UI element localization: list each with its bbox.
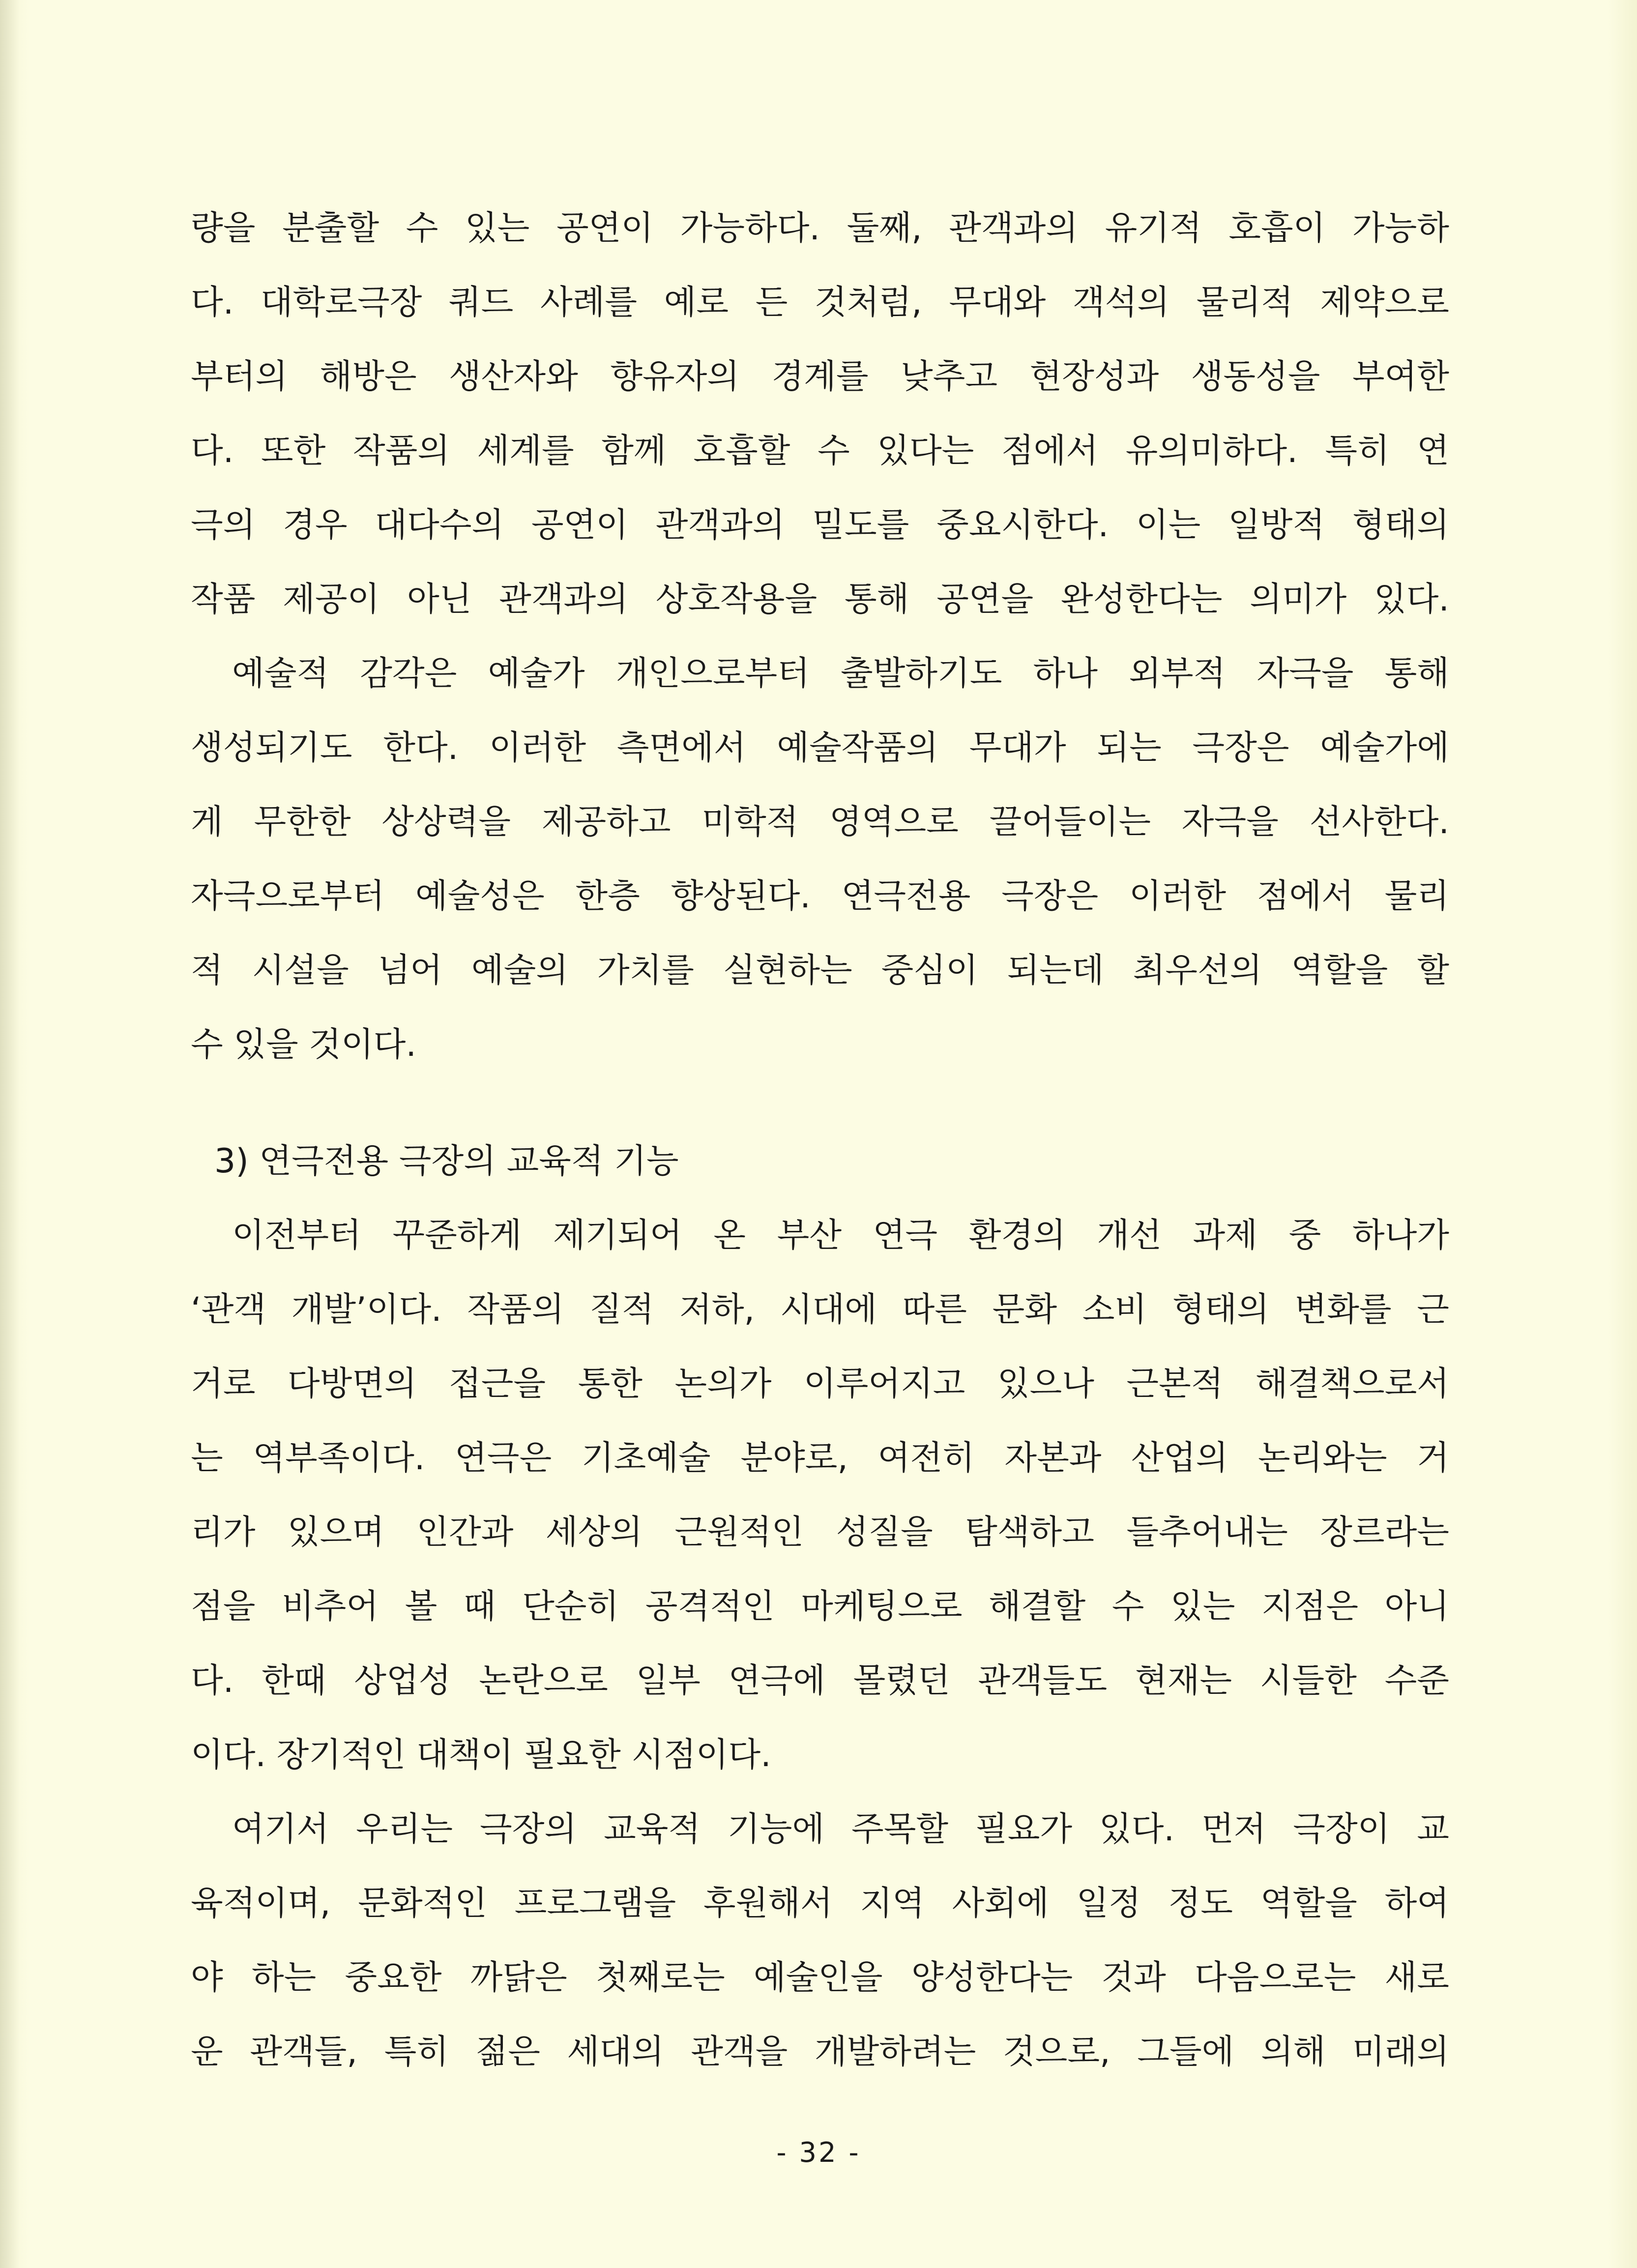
paragraph-3-line-2: ‘관객 개발’이다. 작품의 질적 저하, 시대에 따른 문화 소비 형태의 변화를 근 xyxy=(191,1290,1449,1329)
paragraph-4-line-2: 육적이며, 문화적인 프로그램을 후원해서 지역 사회에 일정 정도 역할을 하여 xyxy=(191,1884,1449,1923)
binding-shadow xyxy=(0,0,20,2268)
paragraph-2-line-3: 게 무한한 상상력을 제공하고 미학적 영역으로 끌어들이는 자극을 선사한다. xyxy=(191,803,1449,842)
paragraph-1-line-6: 작품 제공이 아닌 관객과의 상호작용을 통해 공연을 완성한다는 의미가 있다. xyxy=(191,580,1449,619)
paragraph-3-line-4: 는 역부족이다. 연극은 기초예술 분야로, 여전히 자본과 산업의 논리와는 거 xyxy=(191,1439,1449,1478)
paragraph-1-line-4: 다. 또한 작품의 세계를 함께 호흡할 수 있다는 점에서 유의미하다. 특히 연 xyxy=(191,432,1449,470)
paragraph-1-line-2: 다. 대학로극장 쿼드 사례를 예로 든 것처럼, 무대와 객석의 물리적 제약으로 xyxy=(191,283,1449,322)
paragraph-2-line-4: 자극으로부터 예술성은 한층 향상된다. 연극전용 극장은 이러한 점에서 물리 xyxy=(191,877,1449,916)
paragraph-1-line-1: 량을 분출할 수 있는 공연이 가능하다. 둘째, 관객과의 유기적 호흡이 가능하 xyxy=(191,209,1449,248)
paragraph-4-line-3: 야 하는 중요한 까닭은 첫째로는 예술인을 양성한다는 것과 다음으로는 새로 xyxy=(191,1958,1449,1997)
paragraph-4-line-4: 운 관객들, 특히 젊은 세대의 관객을 개발하려는 것으로, 그들에 의해 미래의 xyxy=(191,2033,1449,2071)
paragraph-2-line-1: 예술적 감각은 예술가 개인으로부터 출발하기도 하나 외부적 자극을 통해 xyxy=(232,654,1449,693)
paragraph-3-line-3: 거로 다방면의 접근을 통한 논의가 이루어지고 있으나 근본적 해결책으로서 xyxy=(191,1365,1449,1403)
paragraph-2-line-2: 생성되기도 한다. 이러한 측면에서 예술작품의 무대가 되는 극장은 예술가에 xyxy=(191,728,1449,767)
paragraph-2-line-5: 적 시설을 넘어 예술의 가치를 실현하는 중심이 되는데 최우선의 역할을 할 xyxy=(191,951,1449,990)
section-heading: 3) 연극전용 극장의 교육적 기능 xyxy=(214,1142,679,1181)
page-number: - 32 - xyxy=(776,2137,861,2169)
paragraph-3-line-1: 이전부터 꾸준하게 제기되어 온 부산 연극 환경의 개선 과제 중 하나가 xyxy=(232,1216,1449,1255)
paragraph-2-line-6: 수 있을 것이다. xyxy=(191,1025,416,1064)
paragraph-4-line-1: 여기서 우리는 극장의 교육적 기능에 주목할 필요가 있다. 먼저 극장이 교 xyxy=(232,1810,1449,1849)
paragraph-3-line-7: 다. 한때 상업성 논란으로 일부 연극에 몰렸던 관객들도 현재는 시들한 수준 xyxy=(191,1661,1449,1700)
paragraph-1-line-5: 극의 경우 대다수의 공연이 관객과의 밀도를 중요시한다. 이는 일방적 형태의 xyxy=(191,506,1449,545)
paragraph-1-line-3: 부터의 해방은 생산자와 향유자의 경계를 낮추고 현장성과 생동성을 부여한 xyxy=(191,357,1449,396)
paragraph-3-line-6: 점을 비추어 볼 때 단순히 공격적인 마케팅으로 해결할 수 있는 지점은 아니 xyxy=(191,1587,1449,1626)
paragraph-3-line-5: 리가 있으며 인간과 세상의 근원적인 성질을 탐색하고 들추어내는 장르라는 xyxy=(191,1513,1449,1552)
paragraph-3-line-8: 이다. 장기적인 대책이 필요한 시점이다. xyxy=(191,1736,771,1774)
